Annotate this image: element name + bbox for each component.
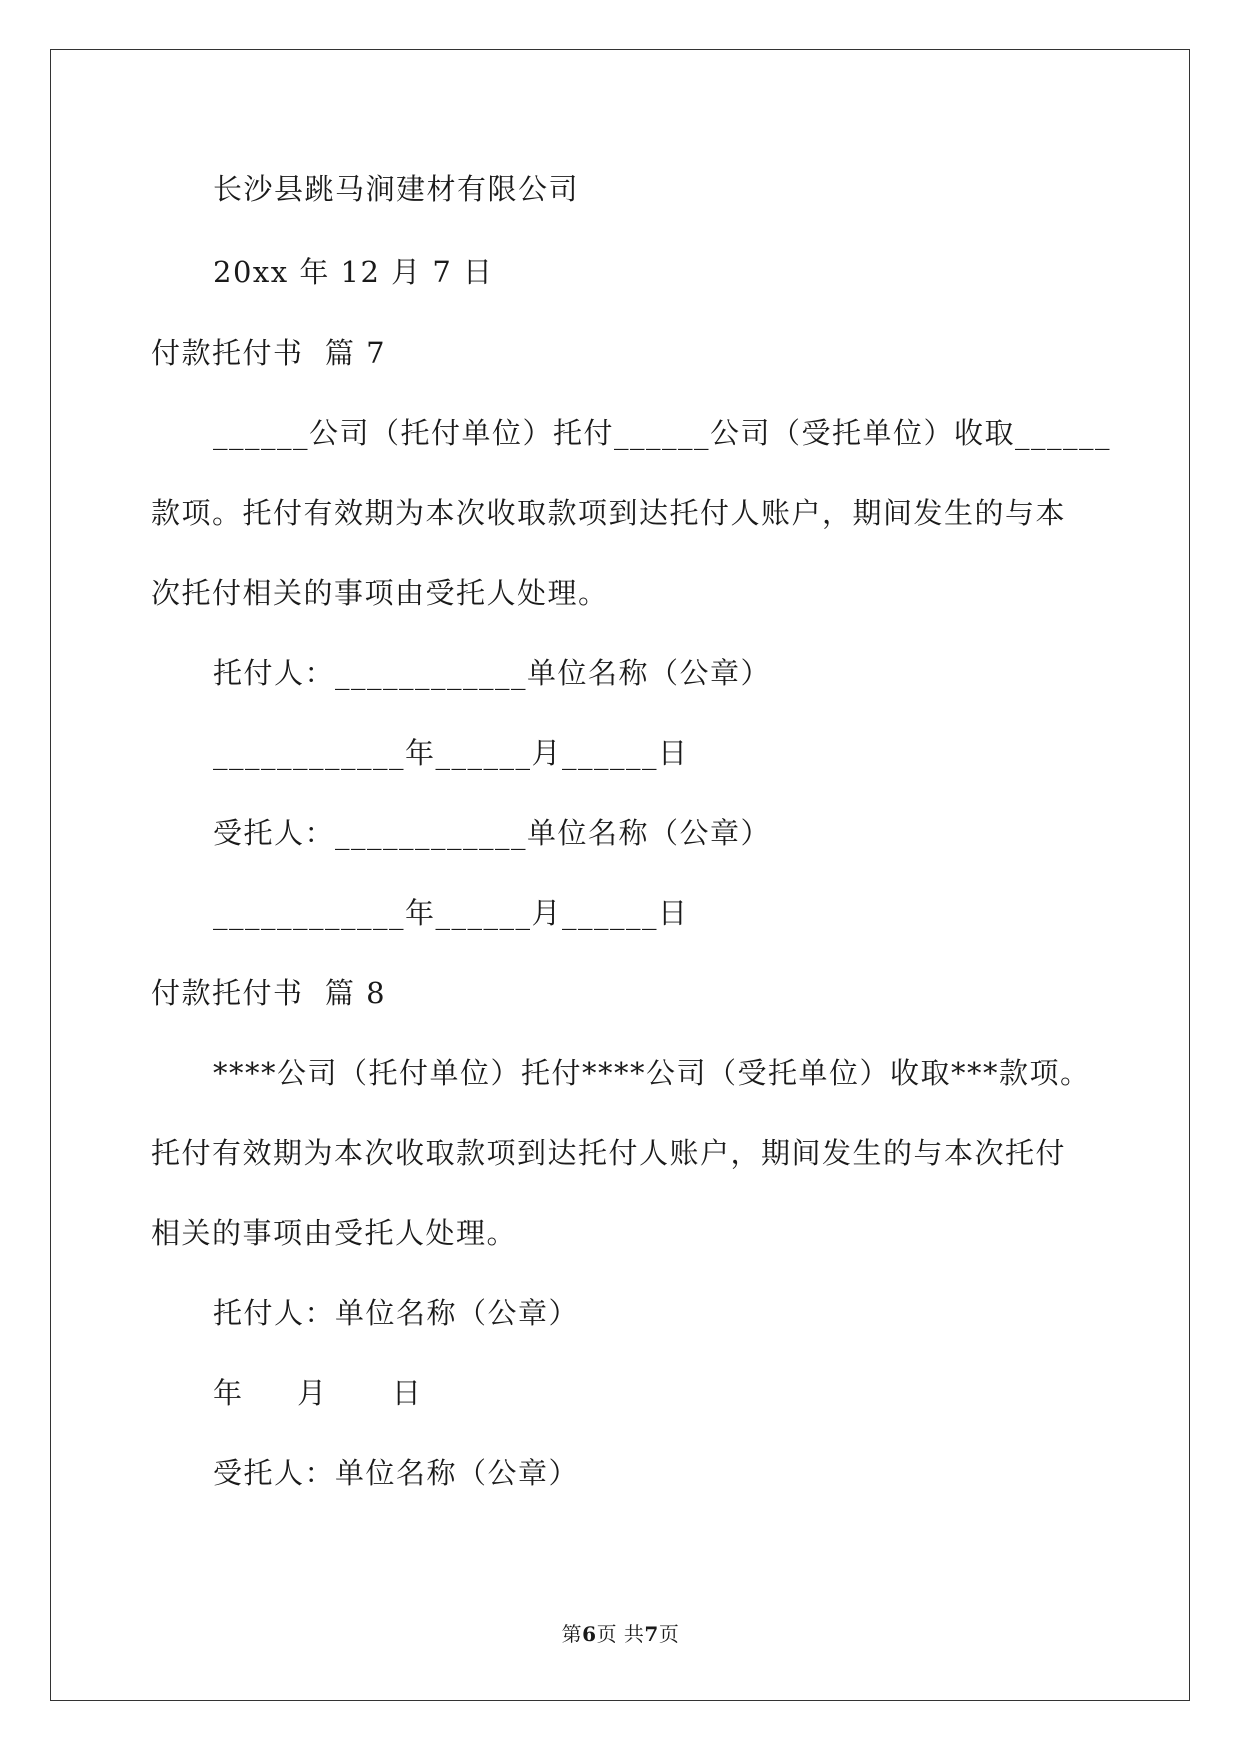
- section8-principal-line: 托付人：单位名称（公章）: [213, 1296, 580, 1330]
- company-name: 长沙县跳马涧建材有限公司: [213, 172, 580, 206]
- section-heading-7: 付款托付书 篇 7: [151, 336, 387, 370]
- footer-current-page: 6: [582, 1622, 597, 1646]
- section8-paragraph-line-1: ****公司（托付单位）托付****公司（受托单位）收取***款项。: [213, 1056, 1091, 1090]
- section7-principal-line: 托付人：____________单位名称（公章）: [213, 656, 772, 690]
- section8-date-line: 年 月 日: [213, 1376, 423, 1410]
- section7-paragraph-line-2: 款项。托付有效期为本次收取款项到达托付人账户，期间发生的与本: [151, 496, 1067, 530]
- footer-total-pages: 7: [644, 1622, 659, 1646]
- page-footer: [0, 1618, 1241, 1647]
- section7-paragraph-line-3: 次托付相关的事项由受托人处理。: [151, 576, 609, 610]
- section7-agent-date: ____________年______月______日: [213, 896, 689, 930]
- footer-suffix: 页: [658, 1622, 680, 1646]
- section7-paragraph-line-1: ______公司（托付单位）托付______公司（受托单位）收取______: [213, 416, 1112, 450]
- section-heading-8: 付款托付书 篇 8: [151, 976, 387, 1010]
- section7-principal-date: ____________年______月______日: [213, 736, 689, 770]
- section7-agent-line: 受托人：____________单位名称（公章）: [213, 816, 772, 850]
- footer-mid: 页 共: [596, 1622, 645, 1646]
- section8-agent-line: 受托人：单位名称（公章）: [213, 1456, 580, 1490]
- section8-paragraph-line-2: 托付有效期为本次收取款项到达托付人账户，期间发生的与本次托付: [151, 1136, 1067, 1170]
- section8-paragraph-line-3: 相关的事项由受托人处理。: [151, 1216, 518, 1250]
- footer-prefix: 第: [561, 1622, 583, 1646]
- letter-date: 20xx 年 12 月 7 日: [213, 255, 494, 289]
